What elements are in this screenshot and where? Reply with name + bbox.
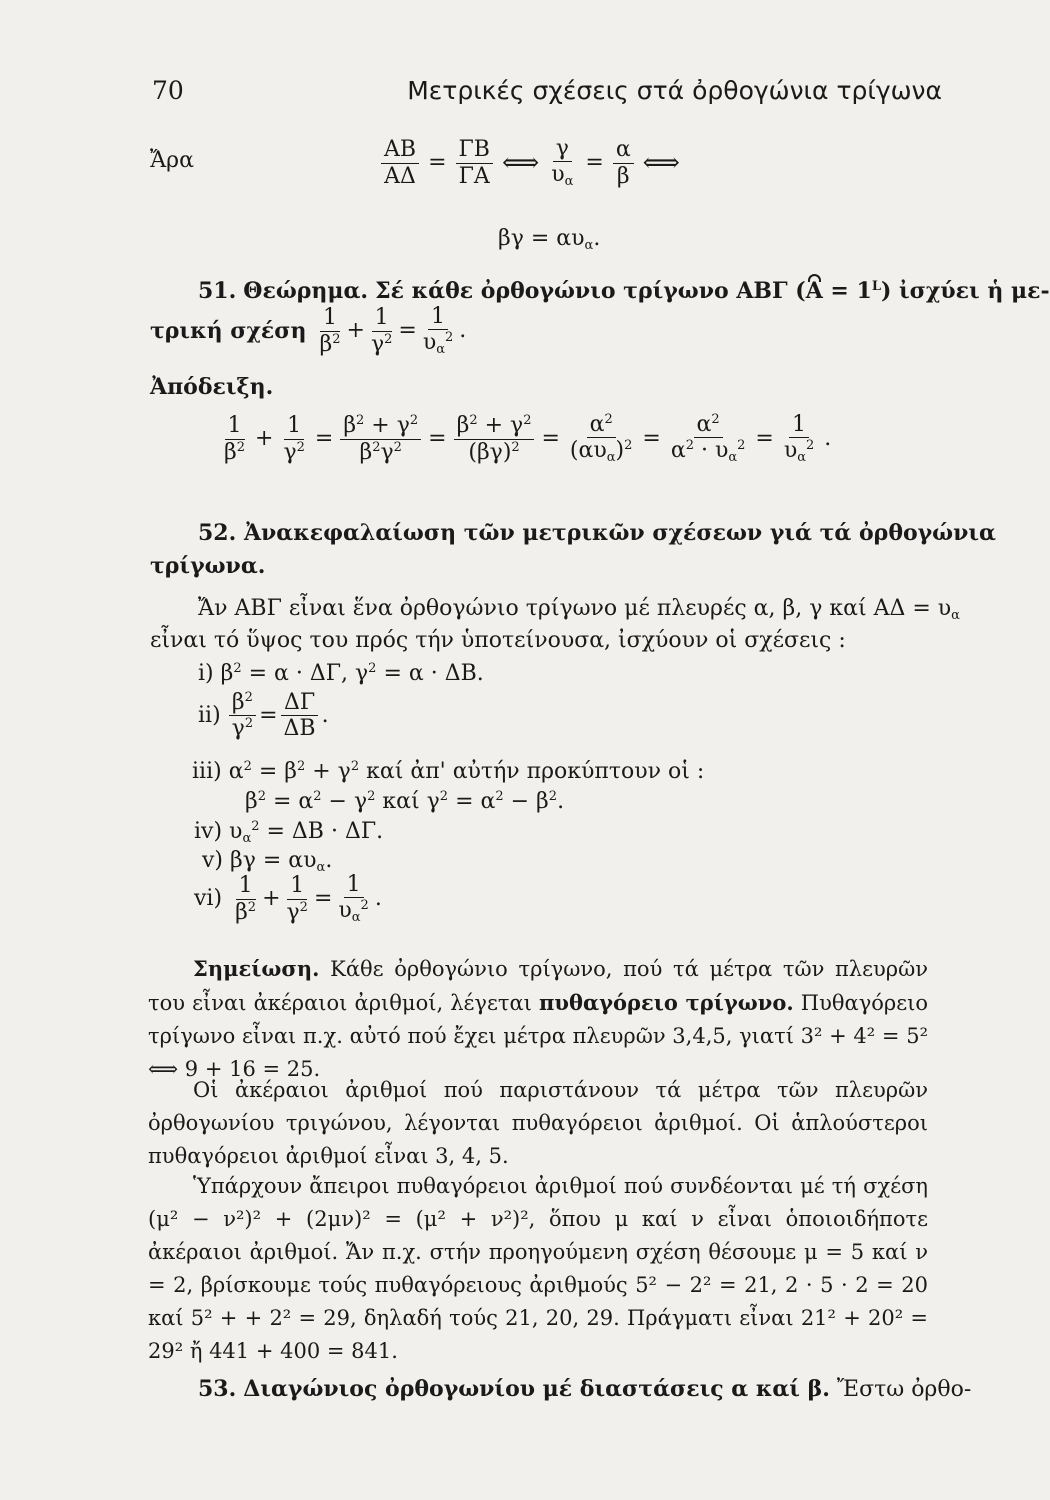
relation-vi: vi) $\frac{1}{\beta^2}$ + $\frac{1}{\gamma^2}$ = $\frac{1}{\upsilon_\alpha^2}$ . — [194, 872, 382, 926]
fraction: $\frac{\alpha^2}{\alpha^2 \cdot \upsilon_\alpha^2}$ — [670, 412, 746, 466]
fraction: $\frac{1}{\beta^2}$ — [235, 873, 257, 925]
fraction: $\frac{\Delta\Gamma}{\Delta B}$ — [281, 690, 319, 742]
fraction: $\frac{1}{\upsilon_\alpha^2}$ — [783, 412, 815, 466]
section-52-heading: 52. Ἀνακεφαλαίωση τῶν μετρικῶν σχέσεων γιά τά ὀρθογώνια — [198, 520, 996, 546]
ara-word: Ἄρα — [150, 148, 194, 173]
fraction: $\frac{\beta^2}{\gamma^2}$ — [229, 690, 256, 742]
fraction: $\frac{1}{\gamma^2}$ — [370, 305, 393, 357]
note-paragraph-3: Ὑπάρχουν ἄπειροι πυθαγόρειοι ἀριθμοί πού συνδέονται μέ τή σχέση (μ² − ν²)² + (2μν)² = (μ² + ν²)², ὅπου μ καί ν εἶναι ὁποιοιδήποτε ἀκέραιοι ἀριθμοί. Ἄν π.χ. στήν προηγούμενη σχέση θέσουμε μ = 5 καί ν = 2, βρίσκουμε τούς πυθαγόρειους ἀριθμούς 5² − 2² = 21, 2 · 5 · 2 = 20 καί 5² + + 2² = 29, δηλαδή τούς 21, 20, 29. Πράγματι εἶναι 21² + 20² = 29² ἤ 441 + 400 = 841. — [148, 1174, 928, 1363]
fraction: $\frac{\beta^2 + \gamma^2}{\beta^2\gamma^2}$ — [340, 413, 421, 465]
fraction: $\frac{1}{\upsilon_\alpha^2}$ — [422, 304, 454, 358]
page-number: 70 — [152, 76, 184, 105]
fraction: $\frac{\Gamma B}{\Gamma A}$ — [456, 137, 493, 189]
fraction: $\frac{1}{\beta^2}$ — [224, 413, 245, 465]
fraction: $\frac{\gamma}{\upsilon_\alpha}$ — [551, 136, 574, 190]
ratio-equation: $\frac{AB}{A\Delta}$ = $\frac{\Gamma B}{\Gamma A}$ ⟺ $\frac{\gamma}{\upsilon_\alpha}$ = $\frac{\alpha}{\beta}$ ⟺ — [378, 136, 680, 190]
note-paragraph-2: Οἱ ἀκέραιοι ἀριθμοί πού παριστάνουν τά μέτρα τῶν πλευρῶν ὀρθογωνίου τριγώνου, λέγονται πυθαγόρειοι ἀριθμοί. Οἱ ἁπλούστεροι πυθαγόρειοι ἀριθμοί εἶναι 3, 4, 5. — [148, 1078, 928, 1168]
angle-a-hat: Α — [805, 278, 823, 304]
page-header — [152, 72, 942, 112]
fraction: $\frac{1}{\gamma^2}$ — [286, 873, 308, 925]
s52-para-line1: Ἄν ΑΒΓ εἶναι ἕνα ὀρθογώνιο τρίγωνο μέ πλευρές α, β, γ καί $A\Delta = \upsilon_\alpha$ — [198, 596, 960, 623]
section-53-heading: 53. Διαγώνιος ὀρθογωνίου μέ διαστάσεις α καί β. Ἔστω ὀρθο- — [198, 1376, 972, 1402]
proof-equation: $\frac{1}{\beta^2}$ + $\frac{1}{\gamma^2}$ = $\frac{\beta^2 + \gamma^2}{\beta^2\gamma^2}$ = $\frac{\beta^2 + \gamma^2}{(\beta\gamma)^2}$ = $\frac{\alpha^2}{(\alpha\upsilon_\alpha)^2}$ = $\frac{\alpha^2}{\alpha^2 \cdot \upsilon_\alpha^2}$ = $\frac{1}{\upsilon_\alpha^2}$ . — [218, 412, 831, 466]
running-title: Μετρικές σχέσεις στά ὀρθογώνια τρίγωνα — [407, 76, 942, 105]
fraction: $\frac{\alpha^2}{(\alpha\upsilon_\alpha)^2}$ — [569, 412, 633, 466]
theorem-51-line2: τρική σχέση $\frac{1}{\beta^2}$ + $\frac{1}{\gamma^2}$ = $\frac{1}{\upsilon_\alpha^2}$ . — [150, 304, 467, 358]
theorem-51-line1: 51. Θεώρημα. Σέ κάθε ὀρθογώνιο τρίγωνο ΑΒΓ $(A = 1^L)$ ἰσχύει ἡ με- — [198, 278, 1050, 304]
fraction: $\frac{1}{\gamma^2}$ — [283, 413, 305, 465]
fraction: $\frac{\alpha}{\beta}$ — [613, 137, 634, 189]
relation-iii: iii) $\alpha^2 = \beta^2 + \gamma^2$ καί ἀπ' αὐτήν προκύπτουν οἱ : — [192, 759, 705, 784]
relation-v: v) $\beta\gamma = \alpha\upsilon_\alpha$. — [202, 848, 333, 875]
section-52-heading-cont: τρίγωνα. — [150, 553, 266, 579]
relation-iv: iv) $\upsilon_\alpha^2 = \Delta B \cdot \Delta\Gamma$. — [194, 819, 384, 846]
proof-label: Ἀπόδειξη. — [150, 374, 274, 400]
fraction: $\frac{1}{\upsilon_\alpha^2}$ — [338, 872, 369, 926]
relation-i: i) $\beta^2 = \alpha \cdot \Delta\Gamma$, $\gamma^2 = \alpha \cdot \Delta B$. — [198, 661, 484, 686]
fraction: $\frac{\beta^2 + \gamma^2}{(\beta\gamma)^2}$ — [454, 413, 535, 465]
note-paragraph-1: Σημείωση. Κάθε ὀρθογώνιο τρίγωνο, πού τά μέτρα τῶν πλευρῶν του εἶναι ἀκέραιοι ἀριθμοί, λέγεται πυθαγόρειο τρίγωνο. Πυθαγόρειο τρίγωνο εἶναι π.χ. αὐτό πού ἔχει μέτρα πλευρῶν 3,4,5, γιατί 3² + 4² = 5² ⟺ 9 + 16 = 25. — [148, 956, 929, 1081]
relation-iii-cont: $\beta^2 = \alpha^2 - \gamma^2$ καί $\gamma^2 = \alpha^2 - \beta^2$. — [245, 789, 565, 814]
fraction: $\frac{AB}{A\Delta}$ — [381, 137, 419, 189]
s52-para-line2: εἶναι τό ὕψος του πρός τήν ὑποτείνουσα, ἰσχύουν οἱ σχέσεις : — [150, 628, 846, 653]
equation-bg-au: $\beta\gamma = \alpha\upsilon_\alpha$. — [498, 226, 601, 253]
relation-ii: ii) $\frac{\beta^2}{\gamma^2}$ = $\frac{\Delta\Gamma}{\Delta B}$ . — [198, 690, 329, 742]
fraction: $\frac{1}{\beta^2}$ — [319, 305, 341, 357]
